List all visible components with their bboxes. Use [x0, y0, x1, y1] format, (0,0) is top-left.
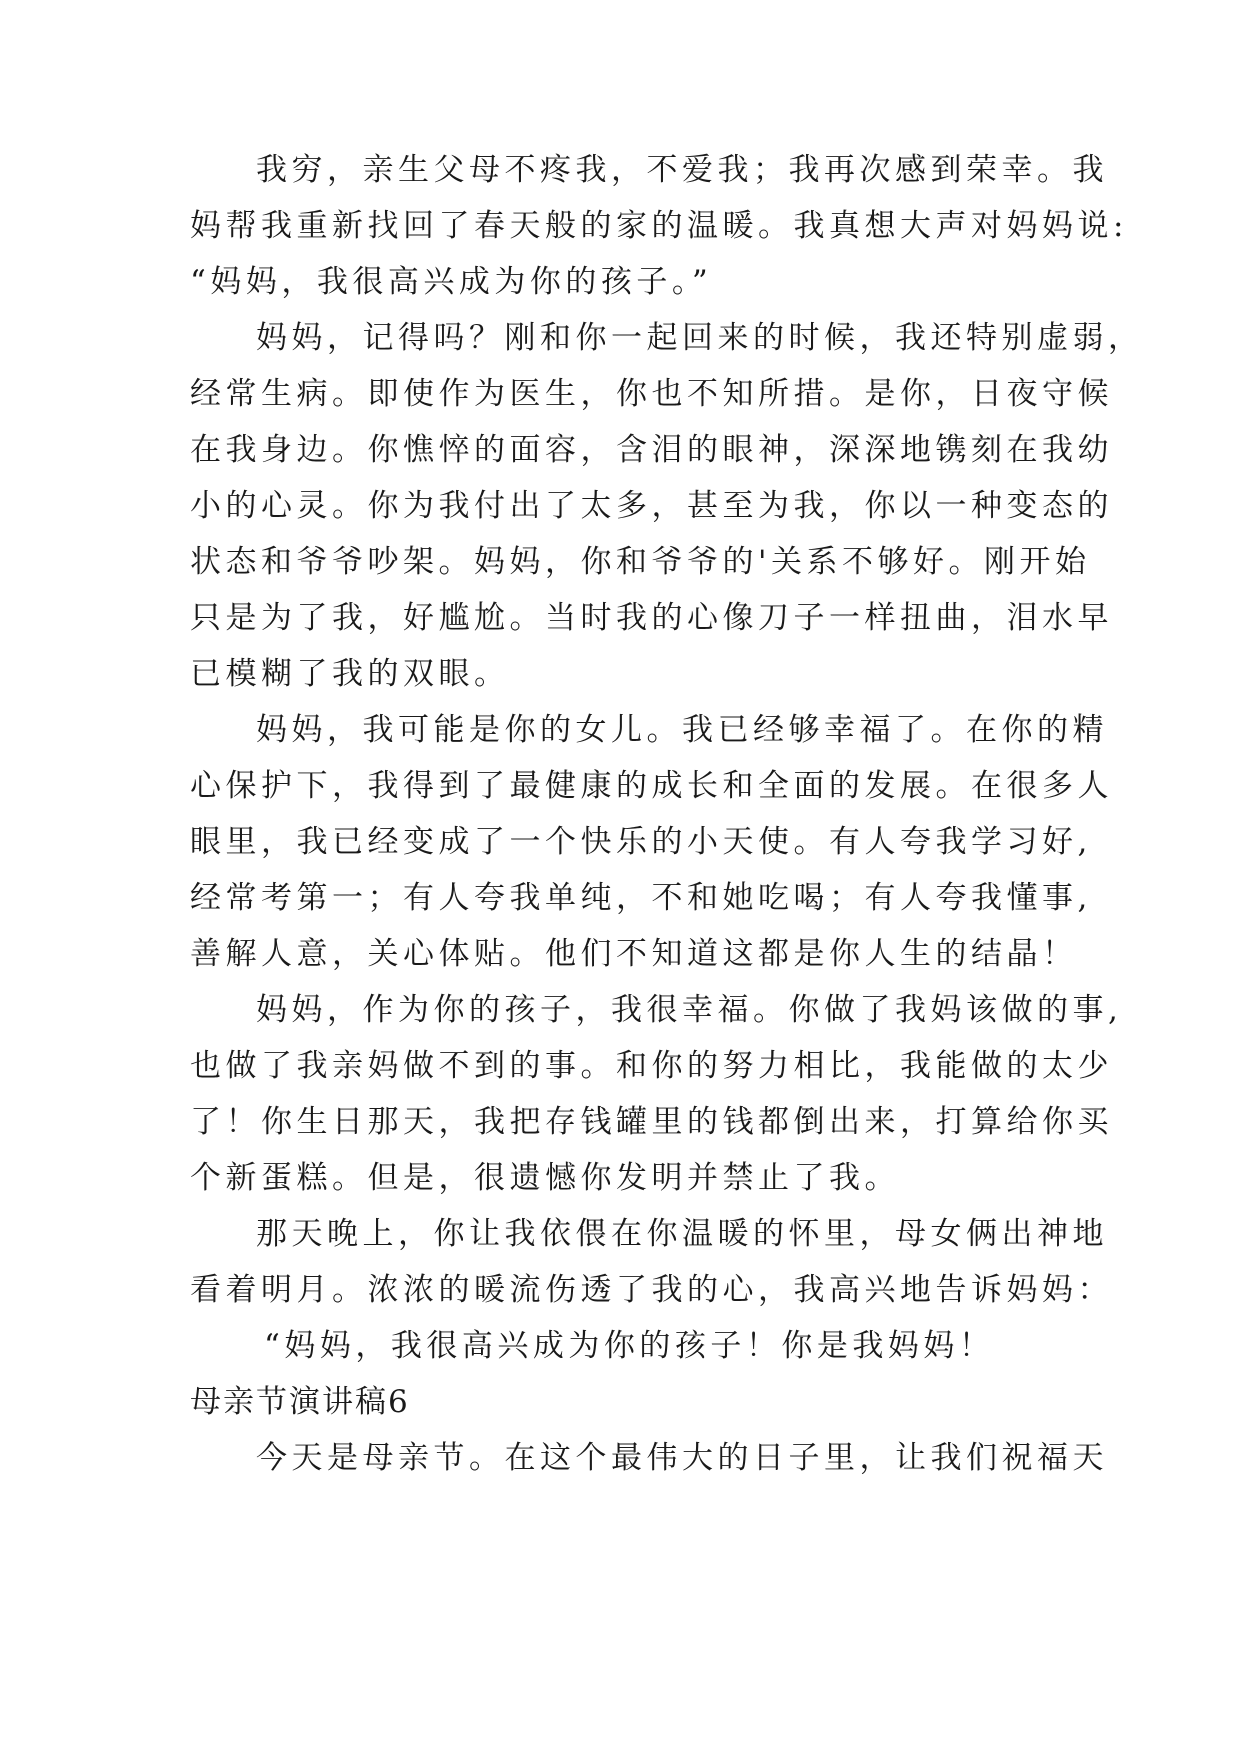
text-line: 那天晚上，你让我依偎在你温暖的怀里，母女俩出神地 [256, 1216, 1108, 1252]
text-line: 妈妈，作为你的孩子，我很幸福。你做了我妈该做的事, [256, 992, 1123, 1028]
text-line: 今天是母亲节。在这个最伟大的日子里，让我们祝福天 [256, 1440, 1108, 1476]
text-line: 眼里，我已经变成了一个快乐的小天使。有人夸我学习好, [190, 824, 1092, 860]
text-line: 善解人意，关心体贴。他们不知道这都是你人生的结晶！ [190, 936, 1078, 972]
text-line: 心保护下，我得到了最健康的成长和全面的发展。在很多人 [190, 768, 1113, 804]
text-line: 只是为了我，好尴尬。当时我的心像刀子一样扭曲，泪水早 [190, 600, 1113, 636]
text-line: 小的心灵。你为我付出了太多，甚至为我，你以一种变态的 [190, 488, 1113, 524]
text-line: 经常生病。即使作为医生，你也不知所措。是你，日夜守候 [190, 376, 1113, 412]
text-line: 妈妈，我可能是你的女儿。我已经够幸福了。在你的精 [256, 712, 1108, 748]
text-line: 个新蛋糕。但是，很遗憾你发明并禁止了我。 [190, 1160, 900, 1196]
text-line: “妈妈，我很高兴成为你的孩子。” [190, 264, 713, 300]
text-line: 状态和爷爷吵架。妈妈，你和爷爷的'关系不够好。刚开始 [190, 544, 1091, 580]
text-line: 经常考第一；有人夸我单纯，不和她吃喝；有人夸我懂事, [190, 880, 1092, 916]
text-line: 已模糊了我的双眼。 [190, 656, 510, 692]
text-line: 我穷，亲生父母不疼我，不爱我；我再次感到荣幸。我 [256, 152, 1108, 188]
text-line: “妈妈，我很高兴成为你的孩子！你是我妈妈！ [264, 1328, 995, 1364]
text-line: 了！你生日那天，我把存钱罐里的钱都倒出来，打算给你买 [190, 1104, 1113, 1140]
text-line: 也做了我亲妈做不到的事。和你的努力相比，我能做的太少 [190, 1048, 1113, 1084]
text-line: 在我身边。你憔悴的面容，含泪的眼神，深深地镌刻在我幼 [190, 432, 1113, 468]
section-heading: 母亲节演讲稿6 [190, 1384, 410, 1420]
text-line: 妈妈，记得吗？刚和你一起回来的时候，我还特别虚弱， [256, 320, 1144, 356]
text-line: 看着明月。浓浓的暖流伤透了我的心，我高兴地告诉妈妈： [190, 1272, 1113, 1308]
text-line: 妈帮我重新找回了春天般的家的温暖。我真想大声对妈妈说: [190, 208, 1128, 244]
